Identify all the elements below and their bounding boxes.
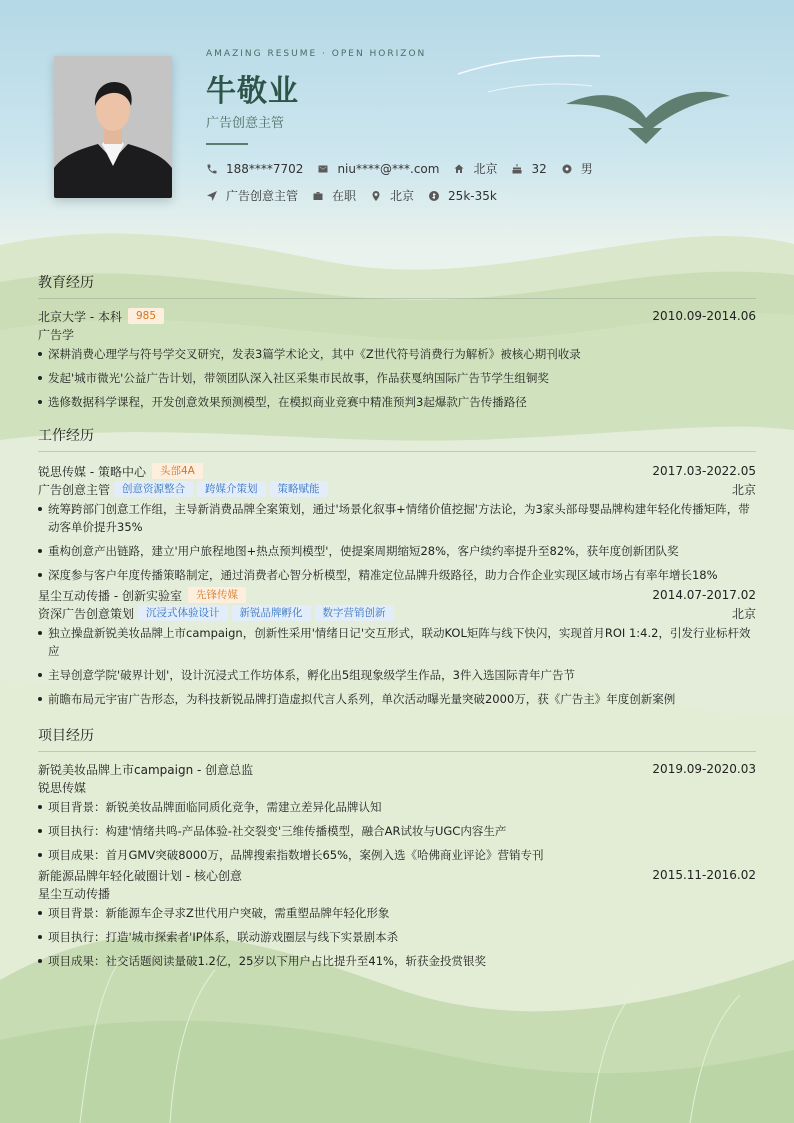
company-name: 星尘互动传播 - 创新实验室 xyxy=(38,588,182,603)
section-title: 工作经历 xyxy=(38,425,756,452)
home-icon xyxy=(453,163,465,175)
education-section xyxy=(38,272,756,417)
list-item: 深度参与客户年度传播策略制定，通过消费者心智分析模型，精准定位品牌升级路径，助力合作企业实现区域市场占有率年增长18% xyxy=(38,566,756,584)
gender-text: 男 xyxy=(580,162,593,176)
cake-icon xyxy=(511,163,523,175)
skill-tag: 创意资源整合 xyxy=(114,481,193,497)
list-item: 独立操盘新锐美妆品牌上市campaign，创新性采用'情绪日记'交互形式，联动KOL矩阵与线下快闪，实现首月ROI 1:4.2，引发行业标杆效应 xyxy=(38,624,756,660)
project-date: 2015.11-2016.02 xyxy=(652,868,756,882)
list-item: 项目成果：首月GMV突破8000万，品牌搜索指数增长65%，案例入选《哈佛商业评论》营销专刊 xyxy=(38,846,756,864)
mail-icon xyxy=(317,163,329,175)
location-icon xyxy=(370,190,382,202)
list-item: 发起'城市微光'公益广告计划，带领团队深入社区采集市民故事，作品获戛纳国际广告节学生组铜奖 xyxy=(38,369,756,387)
intent-status xyxy=(312,187,356,204)
list-item: 主导创意学院'破界计划'，设计沉浸式工作坊体系，孵化出5组现象级学生作品，3件入选国际青年广告节 xyxy=(38,666,756,684)
project-org: 锐思传媒 xyxy=(38,780,87,795)
list-item: 统筹跨部门创意工作组，主导新消费品牌全案策划，通过'场景化叙事+情绪价值挖掘'方法论，为3家头部母婴品牌构建年轻化传播矩阵，带动客单价提升35% xyxy=(38,500,756,536)
skill-tag: 沉浸式体验设计 xyxy=(138,605,228,621)
contact-age xyxy=(511,162,546,176)
school-name: 北京大学 - 本科 xyxy=(38,309,122,324)
major-text: 广告学 xyxy=(38,327,75,342)
skill-tag: 跨媒介策划 xyxy=(197,481,266,497)
email-text: niu****@***.com xyxy=(337,161,440,176)
contact-gender xyxy=(561,160,593,177)
contact-phone xyxy=(206,162,303,176)
intent-position xyxy=(206,187,298,204)
projects-section xyxy=(38,725,756,976)
work-date: 2017.03-2022.05 xyxy=(652,464,756,478)
list-item: 深耕消费心理学与符号学交叉研究，发表3篇学术论文，其中《Z世代符号消费行为解析》被核心期刊收录 xyxy=(38,345,756,363)
education-entry-header xyxy=(38,307,756,325)
intent-salary xyxy=(428,189,497,203)
project-org: 星尘互动传播 xyxy=(38,886,111,901)
gender-icon xyxy=(561,163,573,175)
project-name: 新锐美妆品牌上市campaign - 创意总监 xyxy=(38,762,254,777)
company-badge: 头部4A xyxy=(152,463,203,479)
intent-city xyxy=(370,187,414,204)
contact-email xyxy=(317,162,439,176)
project-entry-header xyxy=(38,760,756,778)
work-date: 2014.07-2017.02 xyxy=(652,588,756,602)
list-item: 重构创意产出链路，建立'用户旅程地图+热点预判模型'，使提案周期缩短28%，客户续约率提升至82%，获年度创新团队奖 xyxy=(38,542,756,560)
list-item: 选修数据科学课程，开发创意效果预测模型，在模拟商业竞赛中精准预判3起爆款广告传播路径 xyxy=(38,393,756,411)
work-section xyxy=(38,425,756,714)
work-entry-header xyxy=(38,462,756,480)
work-location: 北京 xyxy=(731,606,756,621)
project-bullets xyxy=(38,798,756,864)
section-title: 项目经历 xyxy=(38,725,756,752)
position-text: 资深广告创意策划 xyxy=(38,606,135,621)
list-item: 前瞻布局元宇宙广告形态，为科技新锐品牌打造虚拟代言人系列，单次活动曝光量突破2000万，获《广告主》年度创新案例 xyxy=(38,690,756,708)
phone-icon xyxy=(206,163,218,175)
work-location: 北京 xyxy=(731,482,756,497)
phone-text: 188****7702 xyxy=(226,161,304,176)
candidate-name: 牛敬业 xyxy=(206,74,299,109)
avatar xyxy=(54,56,172,198)
age-text: 32 xyxy=(531,161,547,176)
company-badge: 先锋传媒 xyxy=(188,587,246,603)
education-bullets xyxy=(38,345,756,411)
education-major xyxy=(38,325,756,343)
intent-position-text: 广告创意主管 xyxy=(226,189,299,203)
intent-salary-text: 25k-35k xyxy=(448,188,497,203)
work-bullets xyxy=(38,624,756,708)
job-intent-row xyxy=(206,187,511,204)
tagline: AMAZING RESUME · OPEN HORIZON xyxy=(206,49,427,59)
school-badge: 985 xyxy=(128,308,164,324)
position-text: 广告创意主管 xyxy=(38,482,111,497)
skill-tag: 数字营销创新 xyxy=(315,605,394,621)
intent-city-text: 北京 xyxy=(390,189,415,203)
list-item: 项目执行：构建'情绪共鸣-产品体验-社交裂变'三维传播模型，融合AR试妆与UGC内容生产 xyxy=(38,822,756,840)
work-bullets xyxy=(38,500,756,584)
list-item: 项目成果：社交话题阅读量破1.2亿，25岁以下用户占比提升至41%，斩获金投赏银奖 xyxy=(38,952,756,970)
contact-home xyxy=(453,160,497,177)
project-date: 2019.09-2020.03 xyxy=(652,762,756,776)
project-entry-header xyxy=(38,866,756,884)
briefcase-icon xyxy=(312,190,324,202)
work-position-line xyxy=(38,480,756,498)
project-org-line xyxy=(38,778,756,796)
skill-tag: 新锐品牌孵化 xyxy=(232,605,311,621)
candidate-role: 广告创意主管 xyxy=(206,116,285,131)
money-icon xyxy=(428,190,440,202)
section-title: 教育经历 xyxy=(38,272,756,299)
company-name: 锐思传媒 - 策略中心 xyxy=(38,464,146,479)
intent-status-text: 在职 xyxy=(332,189,357,203)
work-entry-header xyxy=(38,586,756,604)
skill-tag: 策略赋能 xyxy=(270,481,328,497)
project-bullets xyxy=(38,904,756,970)
list-item: 项目执行：打造'城市探索者'IP体系，联动游戏圈层与线下实景剧本杀 xyxy=(38,928,756,946)
send-icon xyxy=(206,190,218,202)
work-position-line xyxy=(38,604,756,622)
project-org-line xyxy=(38,884,756,902)
education-date: 2010.09-2014.06 xyxy=(652,309,756,323)
list-item: 项目背景：新锐美妆品牌面临同质化竞争，需建立差异化品牌认知 xyxy=(38,798,756,816)
header-divider xyxy=(206,143,248,145)
list-item: 项目背景：新能源车企寻求Z世代用户突破，需重塑品牌年轻化形象 xyxy=(38,904,756,922)
contact-row xyxy=(206,160,607,177)
home-text: 北京 xyxy=(473,162,498,176)
project-name: 新能源品牌年轻化破圈计划 - 核心创意 xyxy=(38,868,242,883)
